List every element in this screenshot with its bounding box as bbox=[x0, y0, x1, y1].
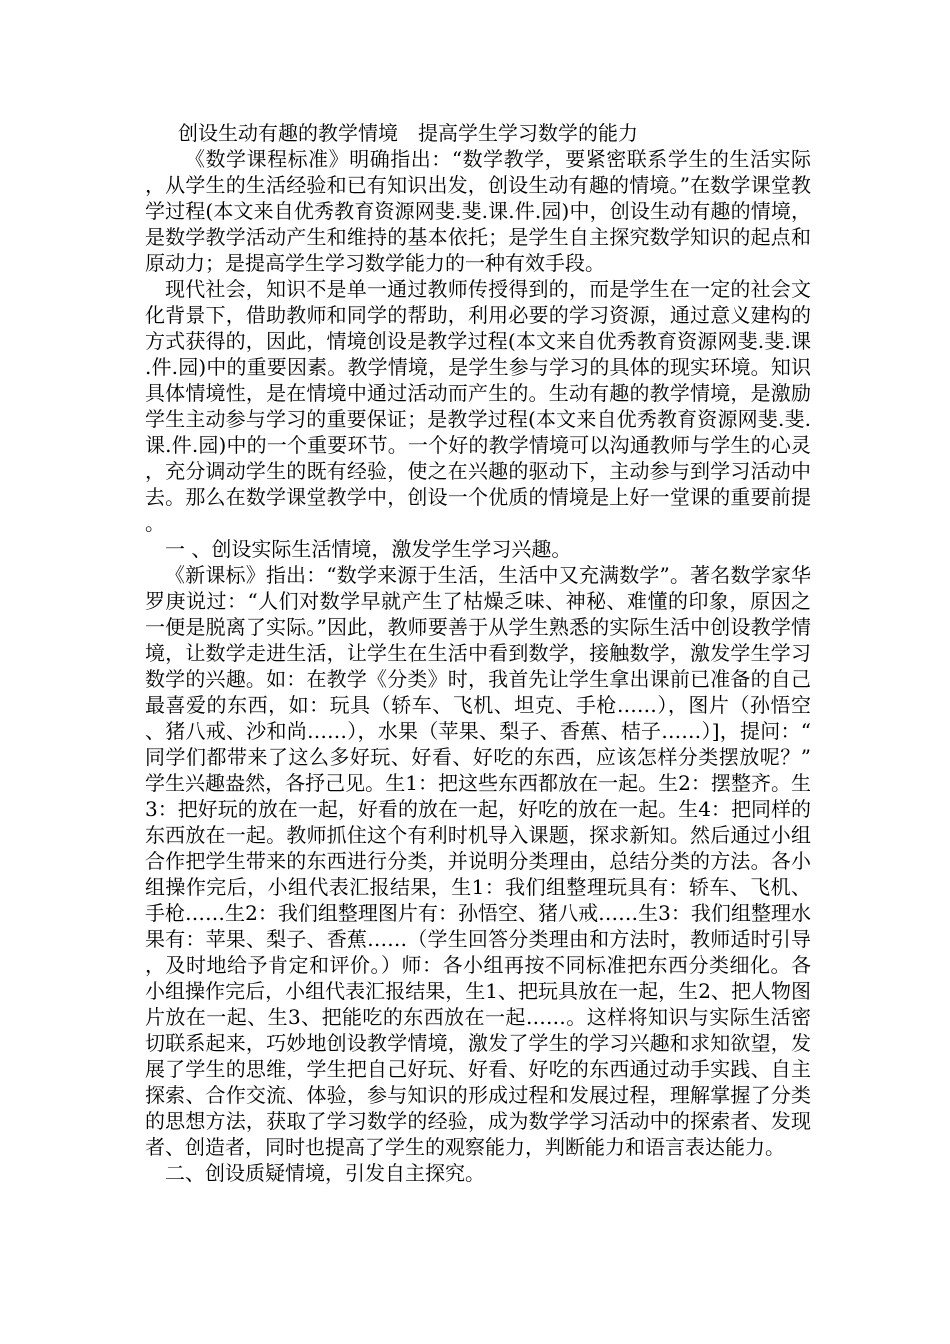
document-page bbox=[145, 120, 811, 1186]
document-title: 创设生动有趣的教学情境 提高学生学习数学的能力 bbox=[178, 121, 638, 145]
section-1-heading: 一 、创设实际生活情境，激发学生学习兴趣。 bbox=[165, 537, 572, 561]
section-1-paragraph: 《新课标》指出：“数学来源于生活，生活中又充满数学”。著名数学家华罗庚说过：“人们对数学早就产生了枯燥乏味、神秘、难懂的印象，原因之一便是脱离了实际。”因此，教师要善于从学生熟悉的实际生活中创设教学情境，让数学走进生活，让学生在生活中看到数学，接触数学，激发学生学习数学的兴趣。如：在教学《分类》时，我首先让学生拿出课前已准备的自己最喜爱的东西，如：玩具（轿车、飞机、坦克、手枪……），图片（孙悟空、猪八戒、沙和尚……），水果（苹果、梨子、香蕉、桔子……）]，提问：“同学们都带来了这么多好玩、好看、好吃的东西，应该怎样分类摆放呢？”学生兴趣盎然，各抒己见。生1：把这些东西都放在一起。生2：摆整齐。生3：把好玩的放在一起，好看的放在一起，好吃的放在一起。生4：把同样的东西放在一起。教师抓住这个有利时机导入课题，探求新知。然后通过小组合作把学生带来的东西进行分类，并说明分类理由，总结分类的方法。各小组操作完后，小组代表汇报结果，生1：我们组整理玩具有：轿车、飞机、手枪……生2：我们组整理图片有：孙悟空、猪八戒……生3：我们组整理水果有：苹果、梨子、香蕉……（学生回答分类理由和方法时，教师适时引导，及时地给予肯定和评价。）师：各小组再按不同标准把东西分类细化。各小组操作完后，小组代表汇报结果，生1、把玩具放在一起，生2、把人物图片放在一起、生3、把能吃的东西放在一起……。这样将知识与实际生活密切联系起来，巧妙地创设教学情境，激发了学生的学习兴趣和求知欲望，发展了学生的思维，学生把自己好玩、好看、好吃的东西通过动手实践、自主探索、合作交流、体验，参与知识的形成过程和发展过程，理解掌握了分类的思想方法，获取了学习数学的经验，成为数学学习活动中的探索者、发现者、创造者，同时也提高了学生的观察能力，判断能力和语言表达能力。 bbox=[145, 563, 811, 1159]
section-2-heading: 二、创设质疑情境，引发自主探究。 bbox=[165, 1161, 485, 1185]
intro-paragraph: 《数学课程标准》明确指出：“数学教学，要紧密联系学生的生活实际，从学生的生活经验和已有知识出发，创设生动有趣的情境。”在数学课堂教学过程(本文来自优秀教育资源网斐.斐.课.件.园)中，创设生动有趣的情境，是数学教学活动产生和维持的基本依托；是学生自主探究数学知识的起点和原动力；是提高学生学习数学能力的一种有效手段。 bbox=[145, 147, 811, 275]
context-paragraph: 现代社会，知识不是单一通过教师传授得到的，而是学生在一定的社会文化背景下，借助教师和同学的帮助，利用必要的学习资源，通过意义建构的方式获得的，因此，情境创设是教学过程(本文来自优秀教育资源网斐.斐.课.件.园)中的重要因素。教学情境，是学生参与学习的具体的现实环境。知识具体情境性，是在情境中通过活动而产生的。生动有趣的教学情境，是激励学生主动参与学习的重要保证；是教学过程(本文来自优秀教育资源网斐.斐.课.件.园)中的一个重要环节。一个好的教学情境可以沟通教师与学生的心灵，充分调动学生的既有经验，使之在兴趣的驱动下，主动参与到学习活动中去。那么在数学课堂教学中，创设一个优质的情境是上好一堂课的重要前提。 bbox=[145, 277, 811, 535]
